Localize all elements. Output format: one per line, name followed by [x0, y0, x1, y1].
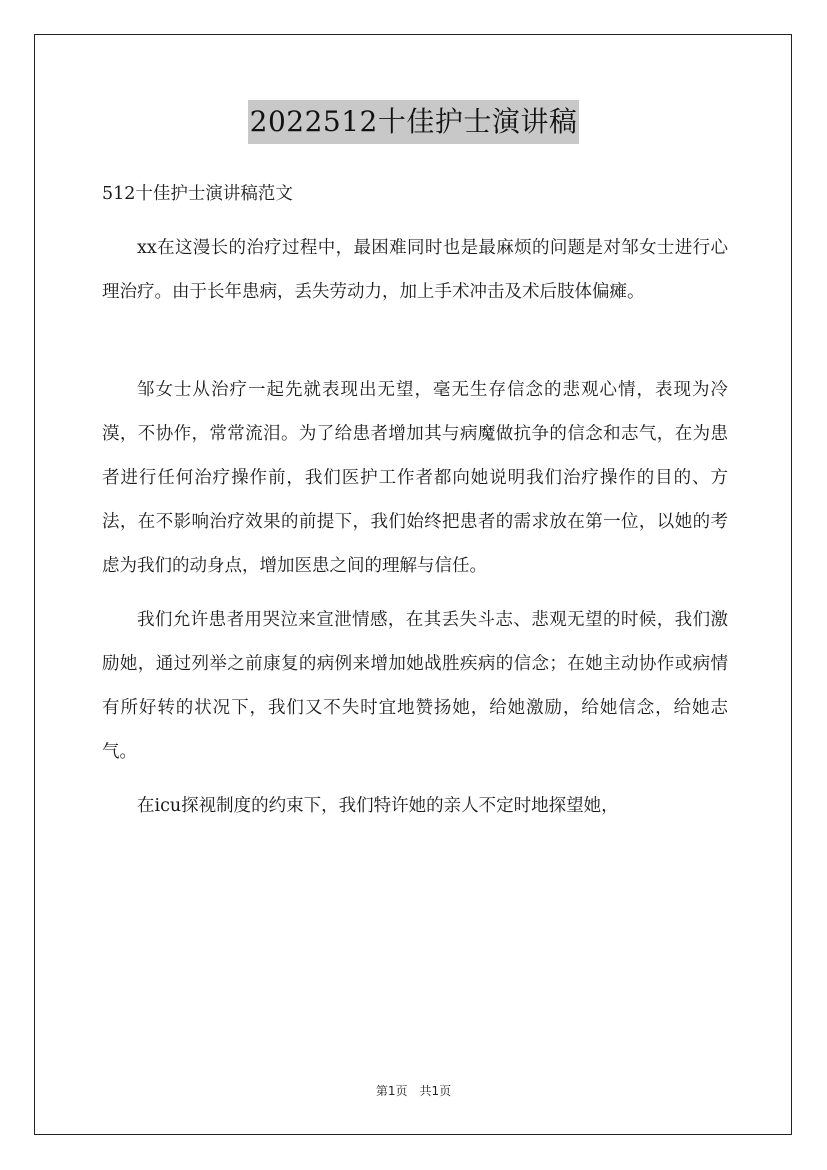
- document-subtitle: 512十佳护士演讲稿范文: [102, 184, 293, 204]
- paragraph-4: 在icu探视制度的约束下，我们特许她的亲人不定时地探望她，: [137, 796, 619, 816]
- paragraph-2: 邹女士从治疗一起先就表现出无望，毫无生存信念的悲观心情，表现为冷漠，不协作，常常流泪。为了给患者增加其与病魔做抗争的信念和志气，在为患者进行任何治疗操作前，我们医护工作者都向她说明我们治疗操作的目的、方法，在不影响治疗效果的前提下，我们始终把患者的需求放在第一位，以她的考虑为我们的动身点，增加医患之间的理解与信任。: [102, 380, 728, 576]
- blank-line: [102, 314, 728, 358]
- document-body: [102, 172, 728, 828]
- page-number-current: 第1页: [375, 1084, 408, 1098]
- paragraph-1: xx在这漫长的治疗过程中，最困难同时也是最麻烦的问题是对邹女士进行心理治疗。由于长年患病，丢失劳动力，加上手术冲击及术后肢体偏瘫。: [102, 238, 728, 302]
- page-number-total: 共1页: [419, 1084, 452, 1098]
- page-footer: [0, 1082, 827, 1099]
- title-container: [0, 100, 827, 144]
- document-title: 2022512十佳护士演讲稿: [248, 100, 580, 144]
- paragraph-3: 我们允许患者用哭泣来宣泄情感，在其丢失斗志、悲观无望的时候，我们激励她，通过列举之前康复的病例来增加她战胜疾病的信念；在她主动协作或病情有所好转的状况下，我们又不失时宜地赞扬她，给她激励，给她信念，给她志气。: [102, 610, 728, 762]
